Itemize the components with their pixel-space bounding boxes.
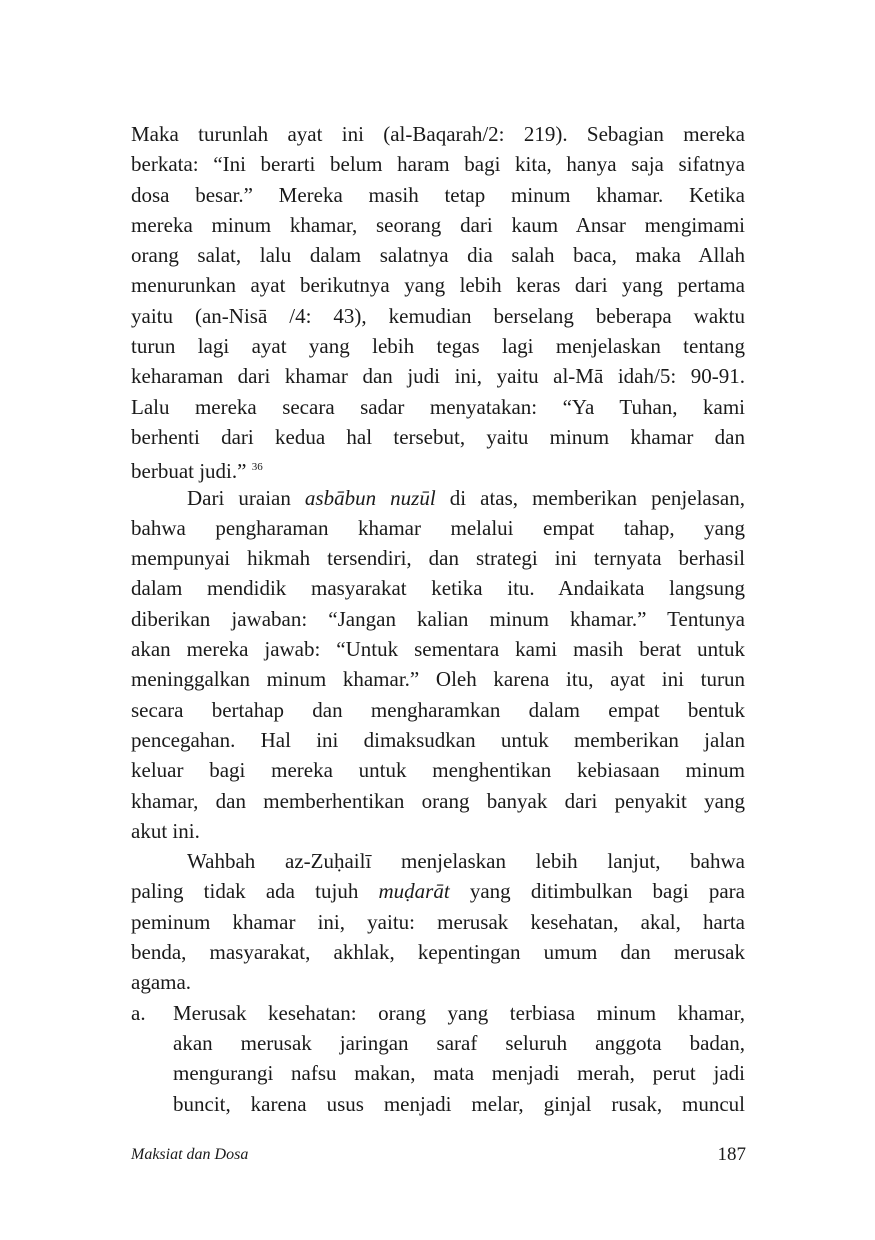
text-run: meninggalkan minum khamar.” Oleh karena itu, ayat ini turun	[131, 667, 745, 692]
text-line	[131, 361, 745, 391]
text-run: berhenti dari kedua hal tersebut, yaitu minum khamar dan	[131, 424, 745, 449]
text-line	[131, 149, 745, 179]
text-run: mengurangi nafsu makan, mata menjadi merah, perut jadi	[173, 1061, 745, 1086]
text-line	[131, 513, 745, 543]
paragraph	[131, 483, 745, 847]
text-line	[131, 967, 745, 997]
text-line	[131, 573, 745, 603]
text-line	[131, 331, 745, 361]
text-run: secara bertahap dan mengharamkan dalam empat bentuk	[131, 697, 745, 722]
paragraph	[131, 846, 745, 997]
text-run: orang salat, lalu dalam salatnya dia salah baca, maka Allah	[131, 243, 745, 268]
text-run: keluar bagi mereka untuk menghentikan kebiasaan minum	[131, 758, 745, 783]
text-run: pencegahan. Hal ini dimaksudkan untuk memberikan jalan	[131, 727, 745, 752]
text-run: Dari uraian	[187, 485, 305, 510]
list-marker: a.	[131, 1000, 146, 1025]
text-run: diberikan jawaban: “Jangan kalian minum khamar.” Tentunya	[131, 606, 745, 631]
page-number: 187	[717, 1144, 746, 1165]
text-run: yaitu (an-Nisā /4: 43), kemudian berselang beberapa waktu	[131, 303, 745, 328]
text-run: akut ini.	[131, 818, 200, 843]
text-line	[131, 240, 745, 270]
text-run: Lalu mereka secara sadar menyatakan: “Ya Tuhan, kami	[131, 394, 745, 419]
text-run: benda, masyarakat, akhlak, kepentingan umum dan merusak	[131, 940, 745, 965]
text-line	[131, 846, 745, 876]
italic-term: asbābun nuzūl	[304, 485, 436, 510]
text-line	[131, 452, 745, 482]
text-line	[131, 786, 745, 816]
text-run: berbuat judi.”	[131, 459, 252, 484]
text-line	[131, 210, 745, 240]
text-run: Merusak kesehatan: orang yang terbiasa minum khamar,	[173, 1000, 745, 1025]
text-line	[131, 604, 745, 634]
italic-term: muḍarāt	[378, 879, 450, 904]
text-line	[131, 543, 745, 573]
text-run: bahwa pengharaman khamar melalui empat tahap, yang	[131, 515, 745, 540]
footnote-ref[interactable]: 36	[251, 461, 263, 474]
text-run: turun lagi ayat yang lebih tegas lagi menjelaskan tentang	[131, 334, 745, 359]
paragraph	[131, 119, 745, 483]
text-line	[131, 937, 745, 967]
text-run: dalam mendidik masyarakat ketika itu. Andaikata langsung	[131, 576, 745, 601]
text-line	[131, 483, 745, 513]
text-line	[131, 422, 745, 452]
text-run: menurunkan ayat berikutnya yang lebih keras dari yang pertama	[131, 273, 745, 298]
text-line	[131, 1058, 745, 1088]
text-run: akan mereka jawab: “Untuk sementara kami masih berat untuk	[131, 637, 745, 662]
text-line	[131, 664, 745, 694]
text-run: keharaman dari khamar dan judi ini, yaitu al-Mā idah/5: 90-91.	[131, 364, 745, 389]
text-line	[131, 816, 745, 846]
text-line	[131, 270, 745, 300]
text-run: Maka turunlah ayat ini (al-Baqarah/2: 219). Sebagian mereka	[131, 122, 745, 146]
body-text	[131, 119, 745, 1119]
text-line	[131, 301, 745, 331]
text-line	[131, 1028, 745, 1058]
text-run: dosa besar.” Mereka masih tetap minum khamar. Ketika	[131, 182, 745, 207]
text-line	[131, 755, 745, 785]
text-run: peminum khamar ini, yaitu: merusak kesehatan, akal, harta	[131, 909, 745, 934]
text-run: buncit, karena usus menjadi melar, ginjal rusak, muncul	[173, 1091, 745, 1116]
text-run: mempunyai hikmah tersendiri, dan strategi ini ternyata berhasil	[131, 546, 745, 571]
text-run: di atas, memberikan penjelasan,	[435, 485, 745, 510]
text-line	[131, 725, 745, 755]
text-line	[131, 119, 745, 149]
text-run: paling tidak ada tujuh	[131, 879, 379, 904]
text-line	[131, 634, 745, 664]
text-run: akan merusak jaringan saraf seluruh anggota badan,	[173, 1030, 745, 1055]
text-line	[131, 1089, 745, 1119]
text-run: agama.	[131, 970, 192, 995]
text-line	[131, 180, 745, 210]
text-line	[131, 998, 745, 1028]
text-run: berkata: “Ini berarti belum haram bagi kita, hanya saja sifatnya	[131, 152, 745, 177]
text-line	[131, 907, 745, 937]
text-run: mereka minum khamar, seorang dari kaum Ansar mengimami	[131, 212, 745, 237]
text-line	[131, 876, 745, 906]
text-run: khamar, dan memberhentikan orang banyak dari penyakit yang	[131, 788, 745, 813]
running-footer-title: Maksiat dan Dosa	[131, 1146, 249, 1163]
text-line	[131, 695, 745, 725]
list-item	[131, 998, 745, 1119]
text-run: Wahbah az-Zuḥailī menjelaskan lebih lanjut, bahwa	[187, 849, 745, 874]
text-run: yang ditimbulkan bagi para	[449, 879, 745, 904]
text-line	[131, 392, 745, 422]
